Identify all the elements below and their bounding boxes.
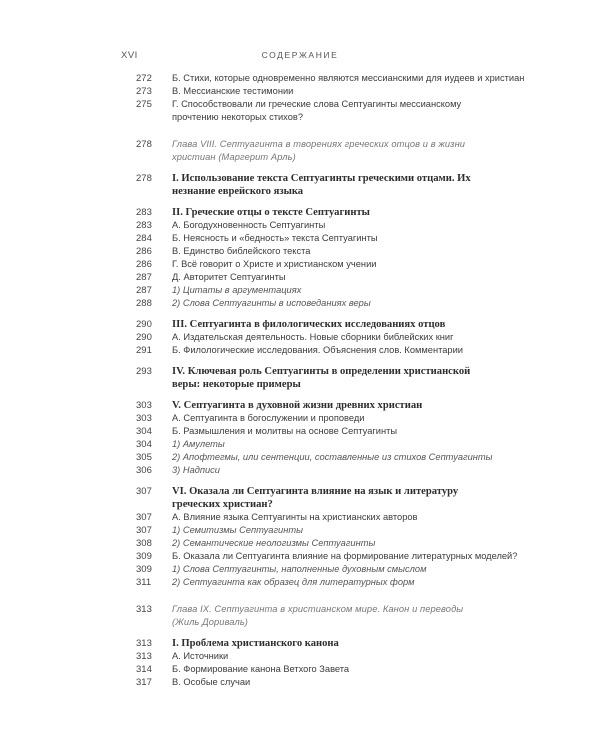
toc-text: Д. Авторитет Септуагинты [172, 272, 286, 282]
toc-section-title: II. Греческие отцы о тексте Септуагинты [172, 207, 370, 218]
toc-page: 304 [136, 426, 152, 437]
toc-page: 313 [136, 604, 152, 615]
toc-text: А. Септуагинта в богослужении и проповеди [172, 413, 365, 423]
toc-text: А. Источники [172, 651, 229, 661]
toc-text: 3) Надписи [172, 465, 220, 475]
toc-entry [0, 271, 600, 284]
toc-entry [0, 563, 600, 576]
toc-entry [0, 232, 600, 245]
toc-entry [0, 464, 600, 477]
toc-page: 278 [136, 173, 152, 184]
table-of-contents [0, 72, 600, 689]
toc-text: А. Богодухновенность Септуагинты [172, 220, 326, 230]
toc-entry [0, 245, 600, 258]
toc-entry [0, 412, 600, 425]
toc-entry [0, 98, 600, 124]
toc-page: 303 [136, 400, 152, 411]
toc-text: 2) Семантические неологизмы Септуагинты [172, 538, 376, 548]
toc-text: Б. Размышления и молитвы на основе Септуагинты [172, 426, 398, 436]
toc-entry [0, 550, 600, 563]
toc-page: 309 [136, 551, 152, 562]
toc-text: 1) Амулеты [172, 439, 225, 449]
toc-page: 308 [136, 538, 152, 549]
toc-text: 2) Септуагинта как образец для литературных форм [172, 577, 415, 587]
toc-text: 1) Цитаты в аргументациях [172, 285, 302, 295]
toc-text: Б. Стихи, которые одновременно являются мессианскими для иудеев и христиан [172, 73, 525, 83]
toc-page: 307 [136, 486, 152, 497]
toc-entry [0, 284, 600, 297]
toc-page: 290 [136, 319, 152, 330]
toc-section-title: I. Проблема христианского канона [172, 638, 339, 649]
toc-page: 273 [136, 86, 152, 97]
toc-section-entry [0, 318, 600, 331]
toc-entry [0, 331, 600, 344]
toc-entry [0, 297, 600, 310]
toc-page: 303 [136, 413, 152, 424]
toc-section-title: V. Септуагинта в духовной жизни древних христиан [172, 400, 423, 411]
toc-text: Г. Всё говорит о Христе и христианском учении [172, 259, 377, 269]
toc-entry [0, 258, 600, 271]
toc-section-title: I. Использование текста Септуагинты греческими отцами. Их незнание еврейского языка [172, 173, 471, 197]
toc-section-title: VI. Оказала ли Септуагинта влияние на язык и литературу греческих христиан? [172, 486, 459, 510]
running-title: СОДЕРЖАНИЕ [261, 50, 339, 60]
toc-page: 304 [136, 439, 152, 450]
toc-text: В. Единство библейского текста [172, 246, 311, 256]
toc-text: В. Особые случаи [172, 677, 251, 687]
toc-chapter-entry [0, 138, 600, 164]
toc-page: 309 [136, 564, 152, 575]
toc-page: 272 [136, 73, 152, 84]
toc-section-entry [0, 399, 600, 412]
toc-page: 307 [136, 525, 152, 536]
toc-chapter-title: Глава VIII. Септуагинта в творениях греческих отцов и в жизни христиан (Маргерит Арль) [172, 139, 466, 162]
toc-page: 291 [136, 345, 152, 356]
toc-page: 284 [136, 233, 152, 244]
toc-entry [0, 344, 600, 357]
toc-section-title: III. Септуагинта в филологических исследованиях отцов [172, 319, 446, 330]
toc-entry [0, 451, 600, 464]
toc-text: 1) Слова Септуагинты, наполненные духовным смыслом [172, 564, 427, 574]
toc-text: Г. Способствовали ли греческие слова Септуагинты мессианскому прочтению некоторых стихов? [172, 99, 462, 122]
toc-page: 313 [136, 638, 152, 649]
toc-page: 307 [136, 512, 152, 523]
toc-page: 317 [136, 677, 152, 688]
toc-entry [0, 511, 600, 524]
toc-entry [0, 425, 600, 438]
toc-entry [0, 219, 600, 232]
toc-page: 288 [136, 298, 152, 309]
toc-page: 313 [136, 651, 152, 662]
toc-section-entry [0, 365, 600, 391]
toc-text: В. Мессианские тестимонии [172, 86, 294, 96]
toc-entry [0, 676, 600, 689]
toc-page: 287 [136, 272, 152, 283]
toc-text: Б. Оказала ли Септуагинта влияние на формирование литературных моделей? [172, 551, 518, 561]
page-number: XVI [121, 50, 138, 61]
toc-entry [0, 663, 600, 676]
toc-page: 283 [136, 207, 152, 218]
toc-chapter-entry [0, 603, 600, 629]
toc-section-entry [0, 172, 600, 198]
toc-text: Б. Формирование канона Ветхого Завета [172, 664, 350, 674]
toc-page: 290 [136, 332, 152, 343]
toc-text: А. Влияние языка Септуагинты на христианских авторов [172, 512, 418, 522]
toc-page: 306 [136, 465, 152, 476]
toc-page: 286 [136, 246, 152, 257]
toc-page: 311 [136, 577, 152, 588]
toc-section-title: IV. Ключевая роль Септуагинты в определении христианской веры: некоторые примеры [172, 366, 471, 390]
toc-page: 278 [136, 139, 152, 150]
toc-entry [0, 72, 600, 85]
toc-entry [0, 537, 600, 550]
toc-section-entry [0, 637, 600, 650]
toc-page: 314 [136, 664, 152, 675]
toc-entry [0, 524, 600, 537]
toc-entry [0, 650, 600, 663]
toc-text: Б. Неясность и «бедность» текста Септуагинты [172, 233, 378, 243]
toc-section-entry [0, 206, 600, 219]
toc-text: А. Издательская деятельность. Новые сборники библейских книг [172, 332, 454, 342]
toc-entry [0, 438, 600, 451]
page-header [0, 50, 600, 64]
toc-chapter-title: Глава IX. Септуагинта в христианском мире. Канон и переводы (Жиль Дориваль) [172, 604, 464, 627]
toc-page: 287 [136, 285, 152, 296]
toc-text: Б. Филологические исследования. Объяснения слов. Комментарии [172, 345, 463, 355]
toc-page: 283 [136, 220, 152, 231]
toc-entry [0, 85, 600, 98]
toc-text: 2) Апофтегмы, или сентенции, составленные из стихов Септуагинты [172, 452, 493, 462]
toc-section-entry [0, 485, 600, 511]
toc-page: 305 [136, 452, 152, 463]
toc-entry [0, 576, 600, 589]
toc-page: 293 [136, 366, 152, 377]
toc-text: 2) Слова Септуагинты в исповеданиях веры [172, 298, 371, 308]
toc-text: 1) Семитизмы Септуагинты [172, 525, 303, 535]
toc-page: 286 [136, 259, 152, 270]
toc-page: 275 [136, 99, 152, 110]
